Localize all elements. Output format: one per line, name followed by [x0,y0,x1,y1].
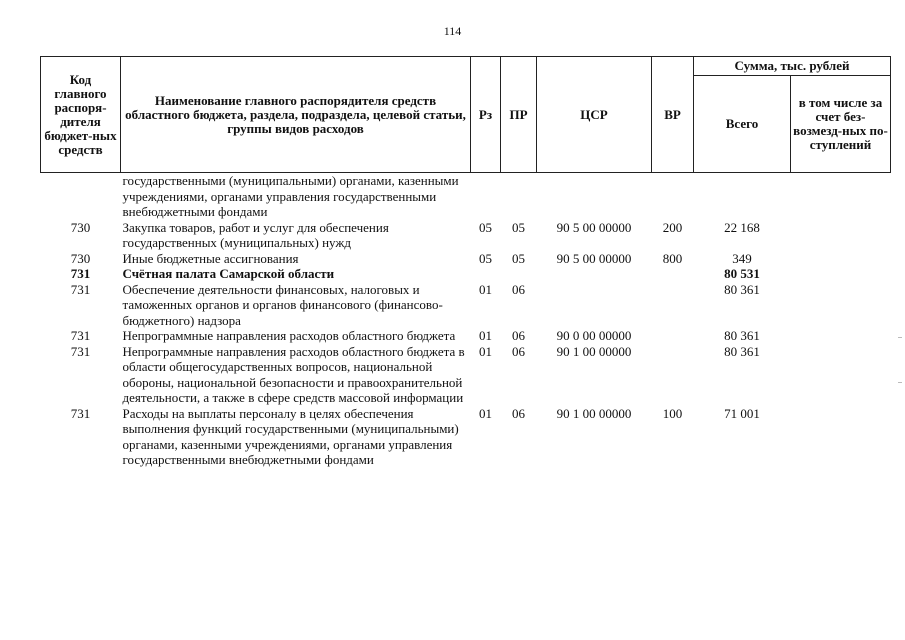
cell-name: государственными (муниципальными) органами, казенными учреждениями, органами управления государственными внебюджетными фондами [122,173,459,219]
cell-vr [652,344,694,406]
cell-vr: 800 [662,250,683,266]
cell-incl [791,344,891,406]
cell-rz: 01 [479,328,492,343]
cell-pr: 05 [512,219,525,235]
cell-name: Иные бюджетные ассигнования [122,250,299,266]
cell-rz: 05 [479,219,492,235]
header-sum-group: Сумма, тыс. рублей [694,57,891,76]
cell-vr [652,328,694,344]
cell-incl [791,173,891,220]
cell-total [694,173,791,220]
cell-code: 731 [70,343,91,359]
cell-pr [501,266,537,282]
cell-name: Обеспечение деятельности финансовых, налоговых и таможенных органов и органов финансового (финансово-бюджетного) надзора [122,281,443,328]
cell-name: Непрограммные направления расходов областного бюджета в области общегосударственных вопросов, национальной обороны, национальной безопасности и правоохранительной деятельности, а также в сфере средств массовой информации [122,343,465,405]
cell-pr: 06 [512,281,525,297]
cell-csr: 90 5 00 00000 [556,219,632,235]
header-total: Всего [694,76,791,173]
cell-csr: 90 1 00 00000 [556,343,632,359]
cell-pr: 05 [512,250,525,266]
cell-rz: 01 [479,343,492,359]
cell-pr [501,173,537,220]
header-vr: ВР [652,57,694,173]
cell-csr: 90 1 00 00000 [556,405,632,421]
cell-total: 22 168 [724,219,760,235]
cell-csr [537,266,652,282]
cell-total: 80 531 [724,266,760,281]
cell-rz: 05 [479,250,492,266]
header-rz: Рз [471,57,501,173]
cell-pr: 06 [512,328,525,343]
table-row [41,344,891,406]
scan-mark [898,337,902,338]
table-row [41,282,891,329]
cell-vr [652,266,694,282]
cell-rz [471,266,501,282]
cell-code: 731 [70,405,91,421]
cell-vr: 100 [662,405,683,421]
cell-code [41,173,121,220]
cell-code: 730 [70,219,91,235]
cell-total: 80 361 [724,281,760,297]
table-row [41,328,891,344]
cell-csr: 90 0 00 00000 [556,328,632,343]
cell-total: 71 001 [724,405,760,421]
cell-total: 80 361 [724,328,760,343]
cell-code: 730 [70,250,91,266]
header-incl: в том числе за счет без-возмезд-ных по-ступлений [791,76,891,173]
cell-pr: 06 [512,405,525,421]
cell-rz: 01 [479,281,492,297]
cell-csr: 90 5 00 00000 [556,250,632,266]
table-row [41,251,891,267]
cell-pr: 06 [512,343,525,359]
cell-code: 731 [70,266,91,281]
cell-total: 80 361 [724,343,760,359]
cell-vr [652,173,694,220]
header-name: Наименование главного распорядителя средств областного бюджета, раздела, подраздела, целевой статьи, группы видов расходов [121,57,471,173]
cell-csr [537,173,652,220]
table-row [41,173,891,220]
cell-total: 349 [732,250,752,266]
cell-incl [791,282,891,329]
table-row [41,220,891,251]
header-csr: ЦСР [537,57,652,173]
table-row [41,406,891,468]
cell-incl [791,406,891,468]
budget-table [40,56,891,468]
cell-csr [537,282,652,329]
cell-name: Счётная палата Самарской области [122,266,335,281]
cell-code: 731 [70,281,91,297]
cell-rz: 01 [479,405,492,421]
page-number: 114 [443,24,462,38]
header-pr: ПР [501,57,537,173]
cell-rz [471,173,501,220]
cell-incl [791,328,891,344]
cell-name: Непрограммные направления расходов областного бюджета [122,328,456,343]
cell-name: Расходы на выплаты персоналу в целях обеспечения выполнения функций государственными (муниципальными) органами, казенными учреждениями, органами управления государственными внебюджетными фондами [122,405,459,467]
cell-incl [791,266,891,282]
cell-incl [791,220,891,251]
table-header [41,57,891,173]
table-row [41,266,891,282]
cell-code: 731 [70,328,91,343]
cell-vr: 200 [662,219,683,235]
scan-mark [898,382,902,383]
cell-vr [652,282,694,329]
header-code: Код главного распоря-дителя бюджет-ных средств [41,57,121,173]
table-body [41,173,891,468]
cell-incl [791,251,891,267]
cell-name: Закупка товаров, работ и услуг для обеспечения государственных (муниципальных) нужд [122,219,389,250]
